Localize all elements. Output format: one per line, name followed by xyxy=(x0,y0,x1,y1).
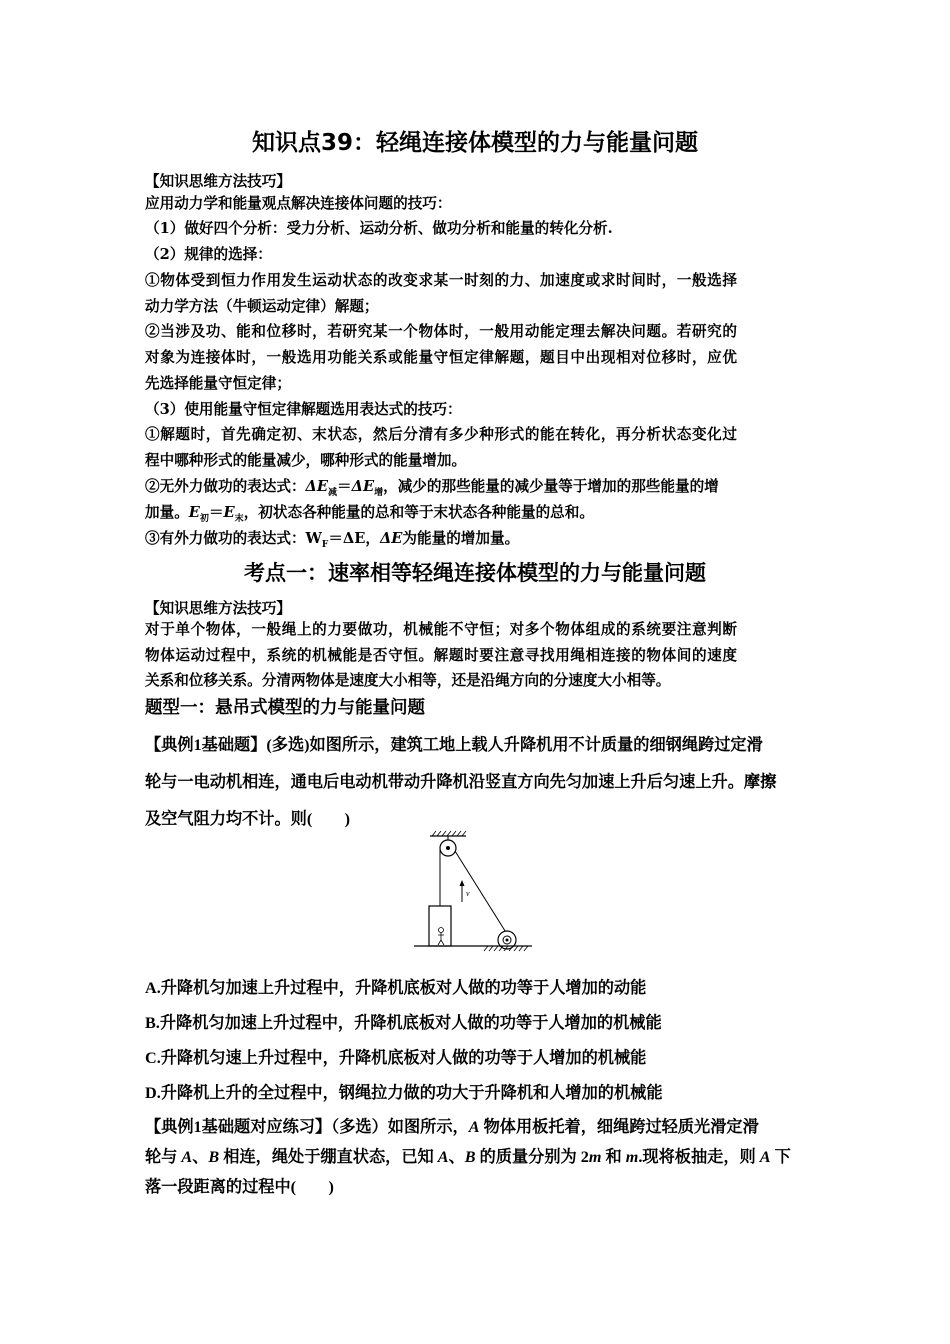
text-line: 对象为连接体时，一般选用功能关系或能量守恒定律解题，题目中出现相对位移时，应优 xyxy=(145,349,738,366)
formula-symbol: ΔE xyxy=(379,530,403,547)
text-line: 关系和位移关系。分清两物体是速度大小相等，还是沿绳方向的分速度大小相等。 xyxy=(145,672,671,689)
text-span: 为能量的增加量。 xyxy=(402,530,520,547)
text-span: 和 xyxy=(601,1148,626,1166)
document-title: 知识点39：轻绳连接体模型的力与能量问题 xyxy=(251,130,698,156)
option-a: A.升降机匀加速上升过程中，升降机底板对人做的功等于人增加的动能 xyxy=(145,979,647,997)
formula-subscript: 减 xyxy=(328,487,338,498)
formula-line-no-external-work xyxy=(145,477,810,503)
velocity-label: v xyxy=(466,889,470,898)
text-line: 对于单个物体，一般绳上的力要做功，机械能不守恒；对多个物体组成的系统要注意判断 xyxy=(145,621,738,638)
formula-line-external-work xyxy=(145,529,810,555)
option-b: B.升降机匀加速上升过程中，升降机底板对人做的功等于人增加的机械能 xyxy=(145,1014,662,1032)
formula-line-energy-conservation xyxy=(145,503,810,529)
text-line: （3）使用能量守恒定律解题选用表达式的技巧： xyxy=(145,401,462,418)
example-text-line: 轮与一电动机相连，通电后电动机带动升降机沿竖直方向先匀加速上升后匀速上升。摩擦 xyxy=(145,773,777,791)
text-span: 、 xyxy=(192,1148,209,1166)
practice-text-line xyxy=(145,1113,810,1137)
question-type-title: 题型一：悬吊式模型的力与能量问题 xyxy=(145,698,425,718)
variable-symbol: B xyxy=(208,1148,220,1166)
text-line: ①物体受到恒力作用发生运动状态的改变求某一时刻的力、加速度或求时间时，一般选择 xyxy=(145,272,738,289)
text-span: 相连，绳处于绷直状态，已知 xyxy=(219,1148,438,1166)
practice-text-line: 落一段距离的过程中( ) xyxy=(145,1178,334,1196)
text-span: ，减少的那些能量的减少量等于增加的那些能量的增 xyxy=(383,478,719,495)
formula-subscript: 初 xyxy=(199,513,209,524)
variable-symbol: A xyxy=(759,1148,771,1166)
section-heading: 【知识思维方法技巧】 xyxy=(145,173,291,190)
text-span: ③有外力做功的表达式：W xyxy=(145,530,322,547)
text-span: 轮与 xyxy=(145,1148,182,1166)
option-d: D.升降机上升的全过程中，钢绳拉力做的功大于升降机和人增加的机械能 xyxy=(145,1084,663,1102)
text-span: 下 xyxy=(770,1148,791,1166)
formula-subscript: F xyxy=(321,539,329,550)
option-c: C.升降机匀速上升过程中，升降机底板对人做的功等于人增加的机械能 xyxy=(145,1049,647,1067)
variable-symbol: B xyxy=(464,1148,476,1166)
formula-symbol: ΔE xyxy=(351,478,375,495)
text-line: 物体运动过程中，系统的机械能是否守恒。解题时要注意寻找用绳相连接的物体间的速度 xyxy=(145,647,738,664)
formula-symbol: ＝ xyxy=(337,478,352,495)
text-line: 先选择能量守恒定律； xyxy=(145,375,291,392)
text-line: ①解题时，首先确定初、末状态，然后分清有多少种形式的能在转化，再分析状态变化过 xyxy=(145,426,738,443)
text-span: 【典例1基础题对应练习】（多选）如图所示， xyxy=(145,1118,469,1136)
formula-symbol: E xyxy=(188,504,200,521)
text-span: ②无外力做功的表达式： xyxy=(145,478,306,495)
text-span: ＝ΔE， xyxy=(328,530,380,547)
variable-symbol: A xyxy=(437,1148,449,1166)
variable-symbol: A xyxy=(468,1118,480,1136)
text-span: .现将板抽走，则 xyxy=(638,1148,760,1166)
text-line: 应用动力学和能量观点解决连接体问题的技巧： xyxy=(145,195,452,212)
practice-text-line xyxy=(145,1143,810,1167)
text-span: 加量。 xyxy=(145,504,189,521)
elevator-car xyxy=(429,906,451,946)
text-span: 的质量分别为 2 xyxy=(475,1148,589,1166)
variable-symbol: A xyxy=(181,1148,193,1166)
text-span: 物体用板托着，细绳跨过轻质光滑定滑 xyxy=(479,1118,759,1136)
text-line: （1）做好四个分析：受力分析、运动分析、做功分析和能量的转化分析. xyxy=(145,220,613,237)
formula-subscript: 末 xyxy=(234,513,244,524)
text-line: ②当涉及功、能和位移时，若研究某一个物体时，一般用动能定理去解决问题。若研究的 xyxy=(145,323,738,340)
formula-subscript: 增 xyxy=(374,487,384,498)
section-heading: 【知识思维方法技巧】 xyxy=(145,600,291,617)
text-line: （2）规律的选择： xyxy=(145,246,272,263)
text-span: 、 xyxy=(448,1148,465,1166)
variable-symbol: m xyxy=(625,1148,639,1166)
topic-title: 考点一：速率相等轻绳连接体模型的力与能量问题 xyxy=(244,561,706,585)
formula-symbol: ΔE xyxy=(305,478,328,495)
elevator-pulley-figure xyxy=(414,830,534,960)
formula-symbol: ＝ xyxy=(208,504,224,521)
text-line: 动力学方法（牛顿运动定律）解题； xyxy=(145,298,379,315)
text-line: 程中哪种形式的能量减少，哪种形式的能量增加。 xyxy=(145,452,467,469)
example-text-line: 及空气阻力均不计。则( ) xyxy=(145,810,351,828)
text-span: ，初状态各种能量的总和等于末状态各种能量的总和。 xyxy=(243,504,594,521)
example-text-line: 【典例1基础题】(多选)如图所示，建筑工地上载人升降机用不计质量的细钢绳跨过定滑 xyxy=(145,736,763,754)
formula-symbol: E xyxy=(223,504,235,521)
variable-symbol: m xyxy=(588,1148,602,1166)
